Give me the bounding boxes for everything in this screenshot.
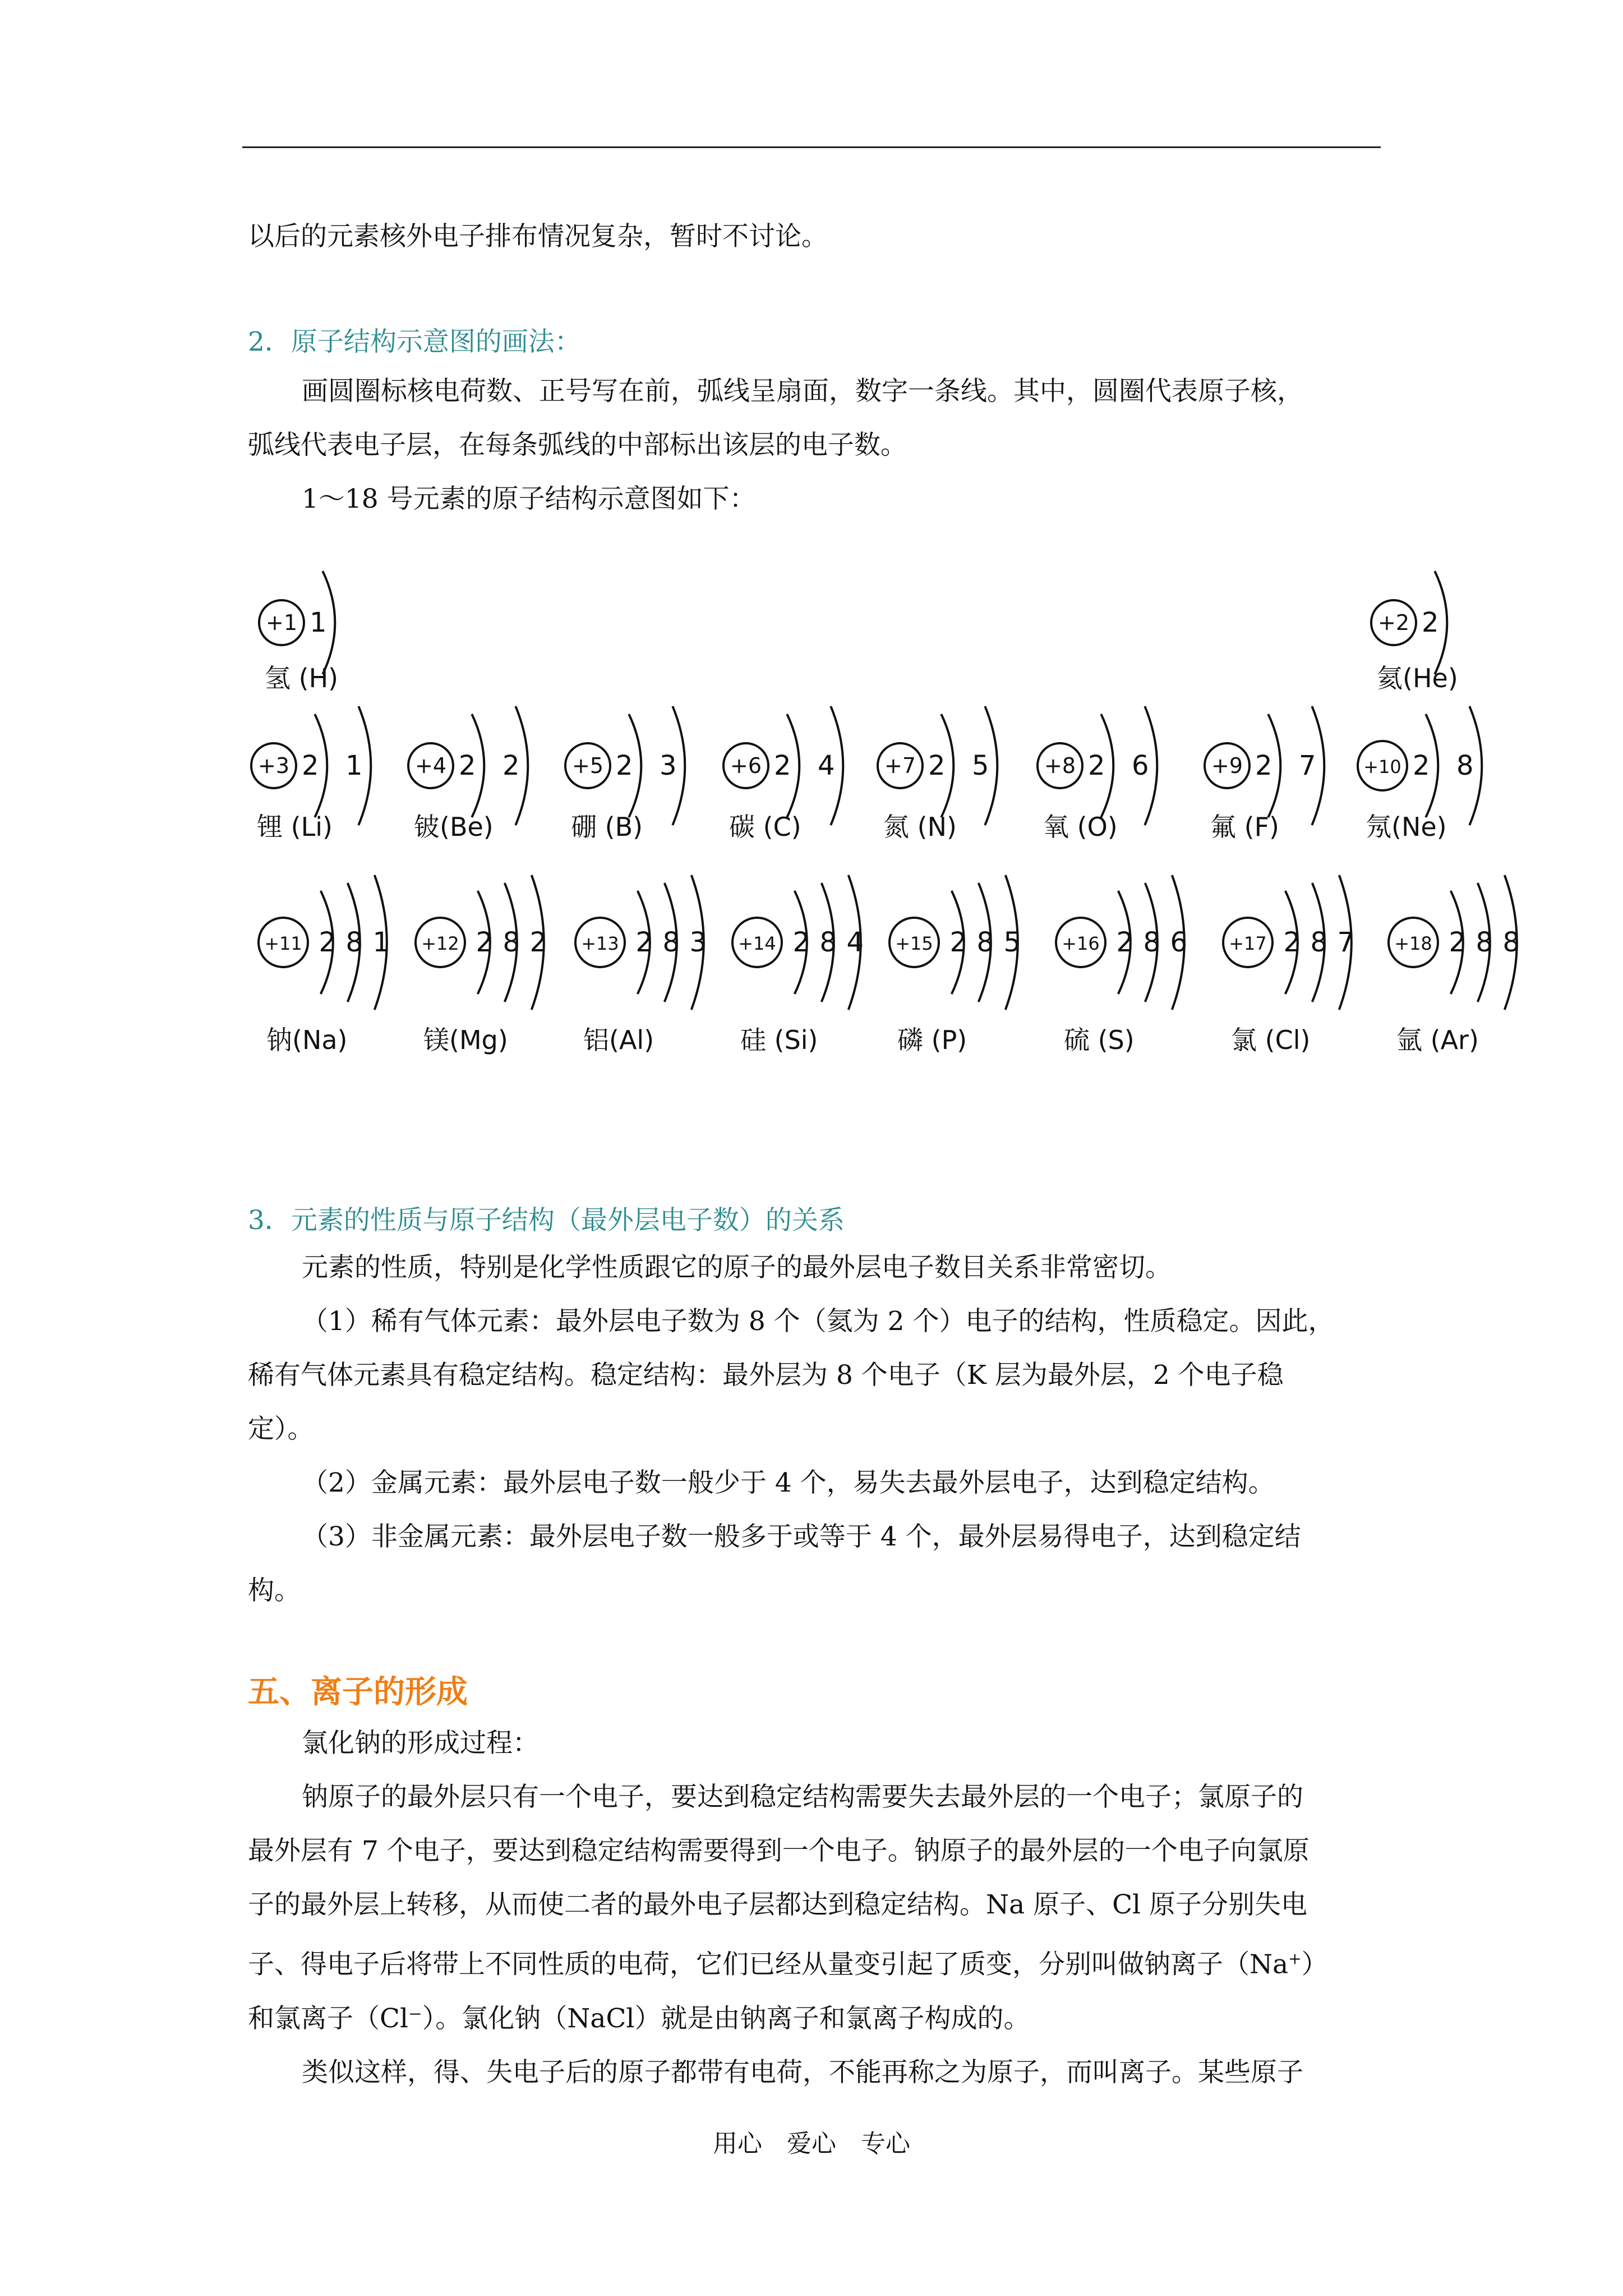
shell-electron-count: 2 <box>1283 927 1301 958</box>
text-line: 最外层有 7 个电子，要达到稳定结构需要得到一个电子。钠原子的最外层的一个电子向氯原 <box>248 1835 1310 1866</box>
section-3-heading: 3．元素的性质与原子结构（最外层电子数）的关系 <box>248 1205 845 1236</box>
atom-13 <box>575 875 707 1055</box>
shell-electron-count: 8 <box>1310 927 1328 958</box>
atom-9 <box>1205 706 1324 842</box>
text-line: 子的最外层上转移，从而使二者的最外电子层都达到稳定结构。Na 原子、Cl 原子分别失电 <box>248 1889 1308 1920</box>
superscript: + <box>1288 1949 1302 1968</box>
text-line: （3）非金属元素：最外层电子数一般多于或等于 4 个，最外层易得电子，达到稳定结 <box>302 1521 1301 1552</box>
atom-17 <box>1223 875 1354 1055</box>
nucleus-charge: +2 <box>1377 610 1410 635</box>
shell-electron-count: 2 <box>459 750 476 781</box>
shell-electron-count: 2 <box>1088 750 1105 781</box>
atom-11 <box>259 875 390 1055</box>
element-label: 氧 (O) <box>1043 812 1118 842</box>
shell-electron-count: 8 <box>345 927 363 958</box>
text-line: 弧线代表电子层，在每条弧线的中部标出该层的电子数。 <box>248 430 907 461</box>
atom-3 <box>251 706 371 842</box>
atom-5 <box>565 706 685 842</box>
text-line <box>248 1932 1381 1992</box>
shell-electron-count: 2 <box>635 927 653 958</box>
shell-electron-count: 4 <box>818 750 835 781</box>
nucleus-charge: +4 <box>414 753 447 778</box>
nucleus-charge: +11 <box>264 933 302 954</box>
text-line: 稀有气体元素具有稳定结构。稳定结构：最外层为 8 个电子（K 层为最外层，2 个电子稳 <box>248 1360 1284 1391</box>
nucleus-charge: +3 <box>257 753 290 778</box>
element-label: 铝(Al) <box>583 1025 654 1055</box>
element-label: 氩 (Ar) <box>1396 1025 1479 1055</box>
shell-electron-count: 8 <box>819 927 837 958</box>
intro-line: 以后的元素核外电子排布情况复杂，暂时不讨论。 <box>248 221 828 252</box>
element-label: 锂 (Li) <box>257 812 333 842</box>
shell-electron-count: 1 <box>372 927 390 958</box>
shell-electron-count: 2 <box>476 927 494 958</box>
shell-electron-count: 2 <box>502 750 520 781</box>
nucleus-charge: +14 <box>738 933 776 954</box>
shell-electron-count: 2 <box>1255 750 1272 781</box>
text-line: 定）。 <box>248 1414 314 1444</box>
shell-electron-count: 8 <box>1476 927 1493 958</box>
atom-12 <box>416 875 547 1055</box>
atom-15 <box>889 875 1021 1055</box>
nucleus-charge: +12 <box>421 933 459 954</box>
nucleus-charge: +10 <box>1363 756 1401 777</box>
shell-electron-count: 2 <box>529 927 547 958</box>
element-label: 硫 (S) <box>1064 1025 1135 1055</box>
shell-electron-count: 6 <box>1132 750 1149 781</box>
nucleus-charge: +6 <box>730 753 762 778</box>
element-label: 磷 (P) <box>897 1025 967 1055</box>
header-rule <box>242 146 1381 148</box>
shell-electron-count: 2 <box>302 750 319 781</box>
nucleus-charge: +1 <box>265 610 298 635</box>
atom-2 <box>1371 571 1458 693</box>
section-5-heading: 五、离子的形成 <box>248 1673 468 1710</box>
element-label: 硼 (B) <box>571 812 643 842</box>
element-label: 氯 (Cl) <box>1231 1025 1311 1055</box>
shell-electron-count: 2 <box>1422 607 1439 638</box>
shell-electron-count: 8 <box>1143 927 1161 958</box>
shell-electron-count: 2 <box>928 750 946 781</box>
text-line: 和氯离子（Cl⁻）。氯化钠（NaCl）就是由钠离子和氯离子构成的。 <box>248 2003 1030 2034</box>
element-label: 氮 (N) <box>883 812 957 842</box>
shell-electron-count: 8 <box>1502 927 1520 958</box>
nucleus-charge: +7 <box>884 753 916 778</box>
text-line: 构。 <box>248 1575 301 1606</box>
nucleus-charge: +5 <box>571 753 604 778</box>
element-label: 碳 (C) <box>729 812 801 842</box>
atom-1 <box>259 571 338 693</box>
text-line: 画圆圈标核电荷数、正号写在前，弧线呈扇面，数字一条线。其中，圆圈代表原子核， <box>302 376 1303 407</box>
shell-electron-count: 3 <box>689 927 707 958</box>
text-fragment: 子、得电子后将带上不同性质的电荷，它们已经从量变引起了质变，分别叫做钠离子（Na <box>248 1949 1289 1980</box>
shell-electron-count: 8 <box>976 927 994 958</box>
shell-electron-count: 2 <box>319 927 336 958</box>
section-2-heading: 2．原子结构示意图的画法： <box>248 326 581 357</box>
atom-10 <box>1358 706 1482 842</box>
nucleus-charge: +8 <box>1044 753 1076 778</box>
text-line: 钠原子的最外层只有一个电子，要达到稳定结构需要失去最外层的一个电子；氯原子的 <box>302 1782 1303 1812</box>
shell-electron-count: 3 <box>660 750 677 781</box>
shell-electron-count: 2 <box>774 750 791 781</box>
atom-7 <box>878 706 997 842</box>
nucleus-charge: +17 <box>1229 933 1267 954</box>
shell-electron-count: 2 <box>1116 927 1134 958</box>
atom-18 <box>1389 875 1520 1055</box>
atom-8 <box>1038 706 1157 842</box>
nucleus-charge: +15 <box>895 933 933 954</box>
text-line: 元素的性质，特别是化学性质跟它的原子的最外层电子数目关系非常密切。 <box>302 1252 1172 1283</box>
nucleus-charge: +16 <box>1062 933 1100 954</box>
section-2-paragraph <box>248 365 1381 526</box>
shell-electron-count: 8 <box>662 927 680 958</box>
shell-electron-count: 7 <box>1337 927 1355 958</box>
text-line: 1～18 号元素的原子结构示意图如下： <box>302 484 756 514</box>
shell-electron-count: 6 <box>1170 927 1188 958</box>
shell-electron-count: 7 <box>1299 750 1316 781</box>
nucleus-charge: +18 <box>1394 933 1432 954</box>
section-5-paragraph <box>248 1717 1381 2100</box>
shell-electron-count: 5 <box>972 750 989 781</box>
atom-14 <box>732 875 864 1055</box>
text-line: 类似这样，得、失电子后的原子都带有电荷，不能再称之为原子，而叫离子。某些原子 <box>302 2056 1303 2088</box>
shell-electron-count: 1 <box>310 607 327 638</box>
shell-electron-count: 2 <box>1413 750 1430 781</box>
atomic-structure-diagram <box>241 567 1548 1094</box>
text-fragment: ） <box>1301 1949 1328 1980</box>
shell-electron-count: 1 <box>345 750 363 781</box>
element-label: 氦(He) <box>1377 663 1458 693</box>
shell-electron-count: 5 <box>1003 927 1021 958</box>
atom-6 <box>723 706 843 842</box>
text-line: （1）稀有气体元素：最外层电子数为 8 个（氦为 2 个）电子的结构，性质稳定。因此， <box>302 1306 1335 1337</box>
shell-electron-count: 8 <box>502 927 520 958</box>
element-label: 镁(Mg) <box>423 1025 508 1055</box>
nucleus-charge: +13 <box>581 933 619 954</box>
element-label: 硅 (Si) <box>740 1025 818 1055</box>
text-line: （2）金属元素：最外层电子数一般少于 4 个，易失去最外层电子，达到稳定结构。 <box>302 1467 1275 1498</box>
shell-electron-count: 2 <box>792 927 810 958</box>
footer-motto: 用心 爱心 专心 <box>713 2129 910 2158</box>
shell-electron-count: 8 <box>1456 750 1474 781</box>
shell-electron-count: 4 <box>846 927 864 958</box>
element-label: 铍(Be) <box>414 812 494 842</box>
atom-16 <box>1056 875 1187 1055</box>
atom-4 <box>408 706 528 842</box>
element-label: 氖(Ne) <box>1366 812 1447 842</box>
element-label: 氢 (H) <box>265 663 339 693</box>
element-label: 氟 (F) <box>1210 812 1279 842</box>
text-line: 氯化钠的形成过程： <box>302 1728 539 1759</box>
shell-electron-count: 2 <box>616 750 633 781</box>
element-label: 钠(Na) <box>266 1025 348 1055</box>
shell-electron-count: 2 <box>949 927 967 958</box>
nucleus-charge: +9 <box>1211 753 1243 778</box>
shell-electron-count: 2 <box>1449 927 1467 958</box>
section-3-paragraph <box>248 1241 1381 1618</box>
